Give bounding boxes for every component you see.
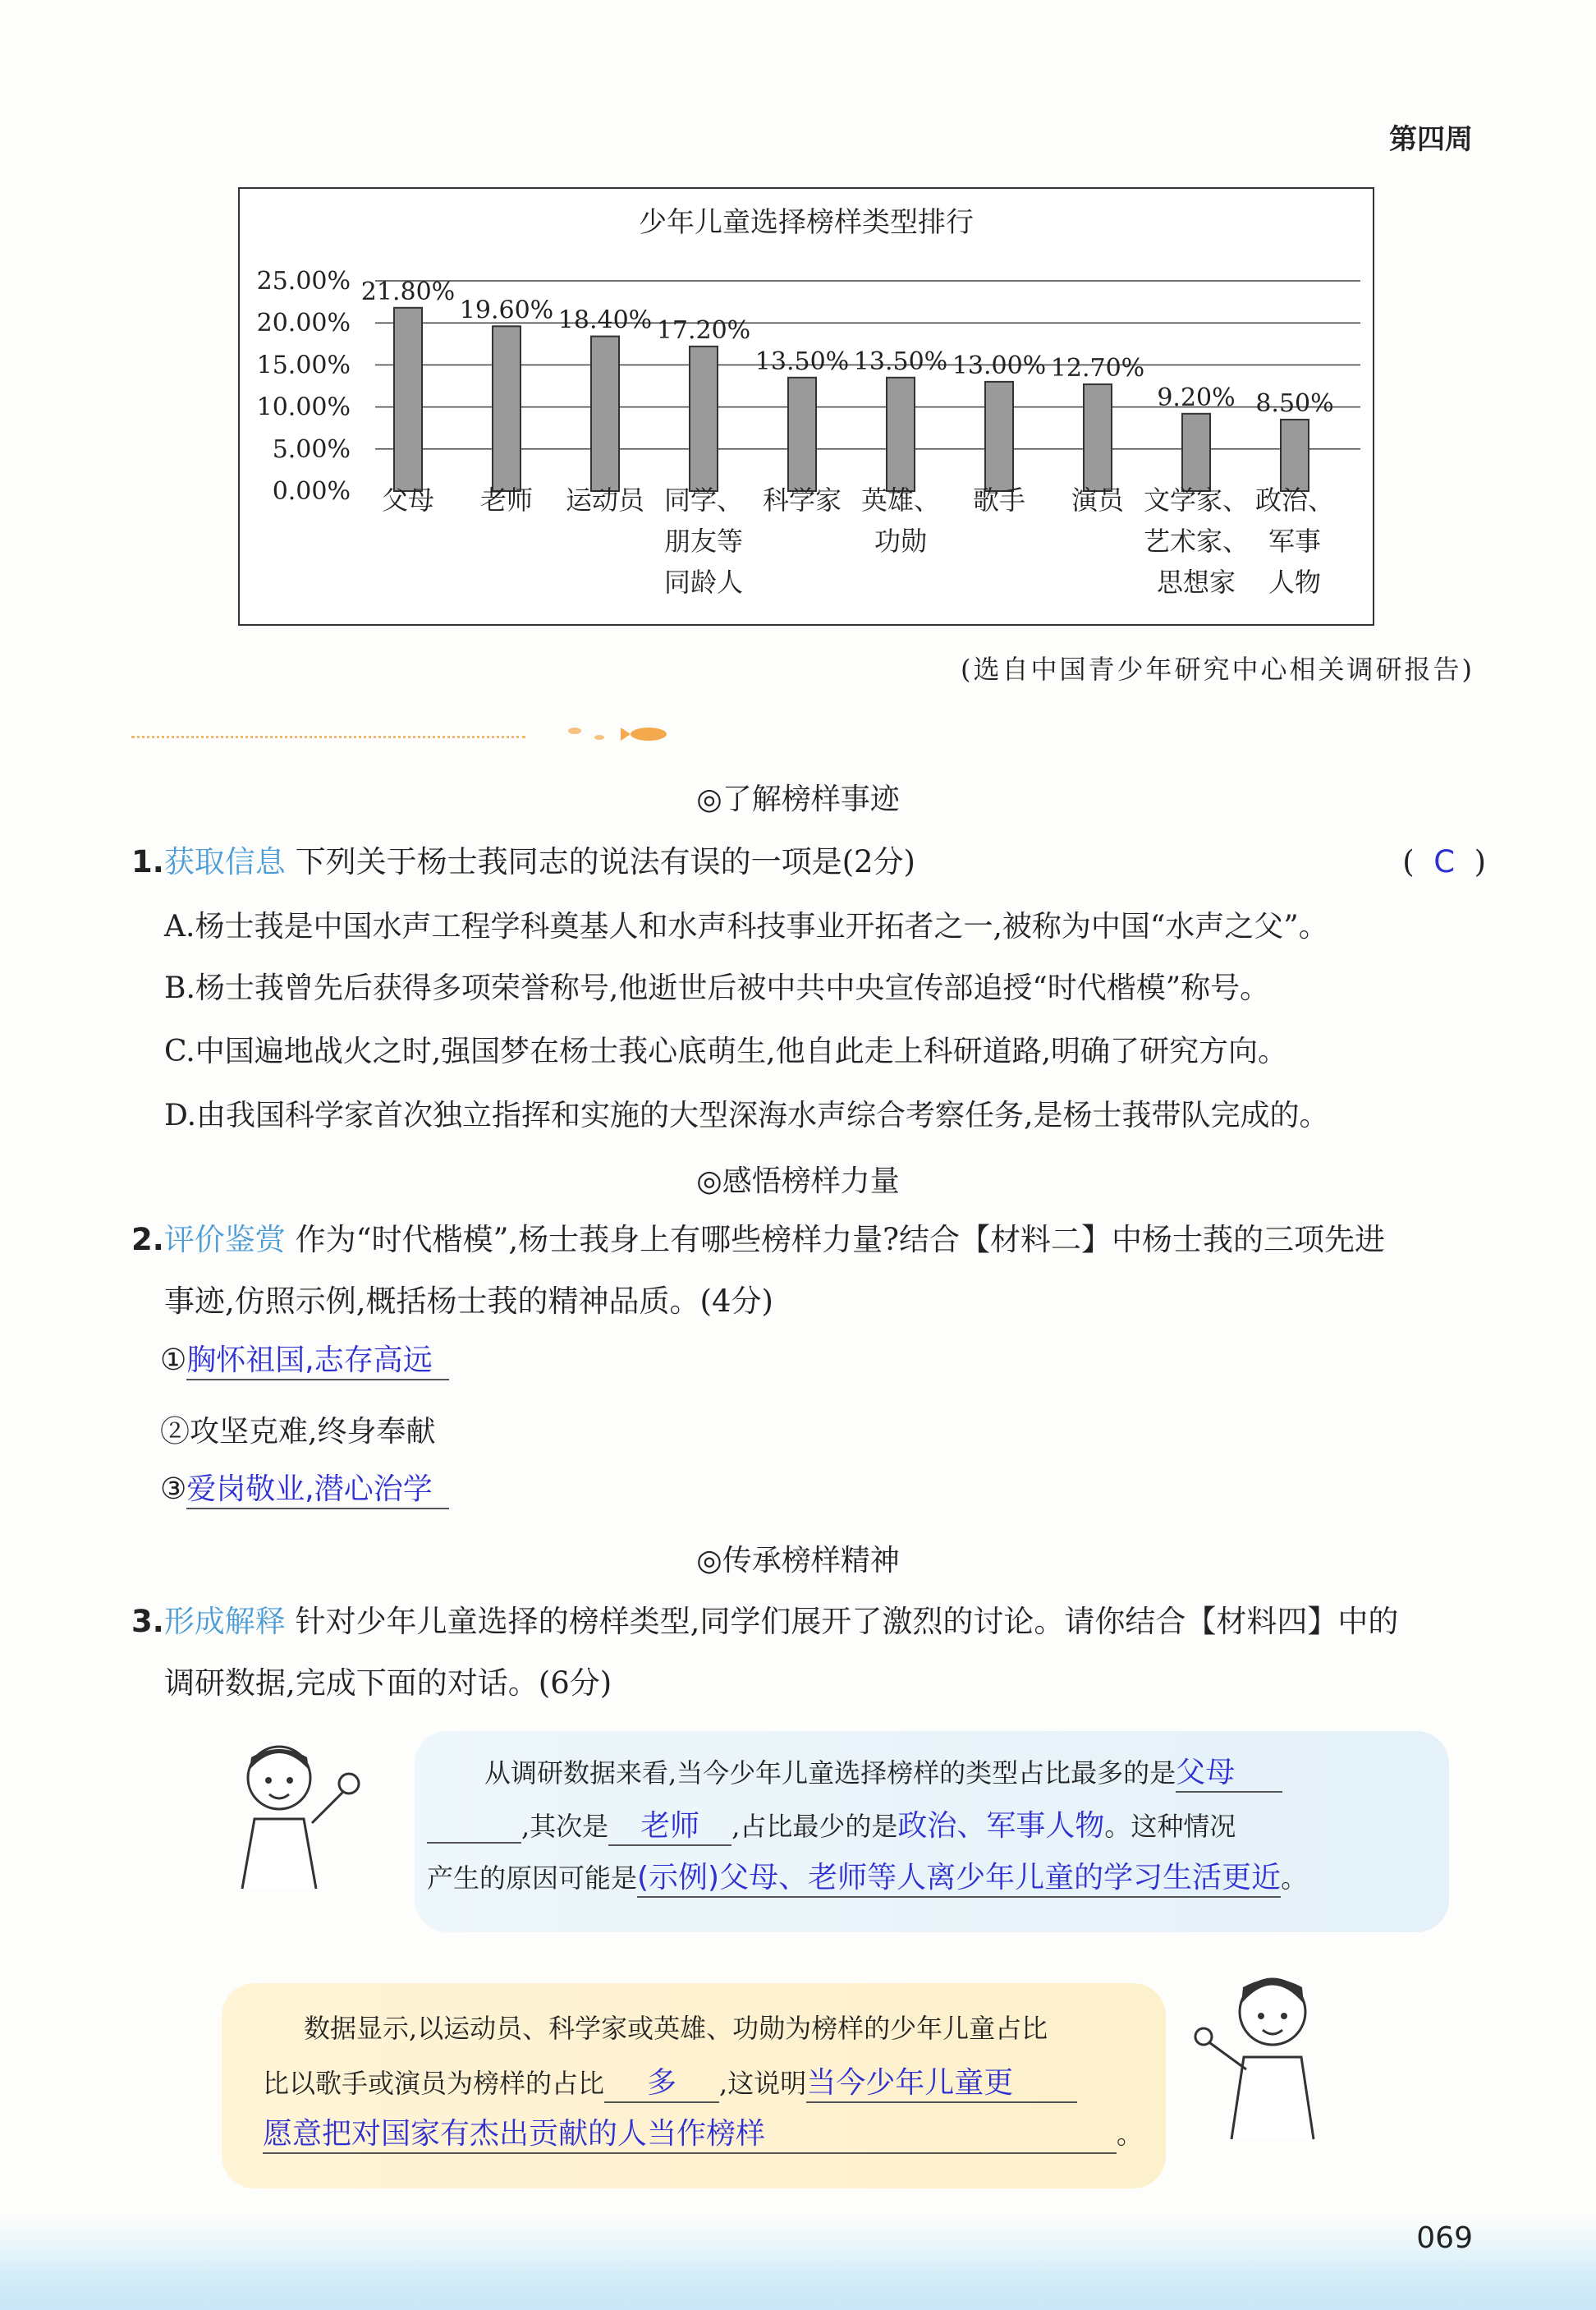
question-2-line2: 事迹,仿照示例,概括杨士莪的精神品质。(4分): [164, 1284, 773, 1319]
bar: [1084, 384, 1112, 491]
dialog2-line1: 数据显示,以运动员、科学家或英雄、功勋为榜样的少年儿童占比: [304, 2013, 1048, 2044]
data-label: 8.50%: [1255, 388, 1334, 418]
answer-item-2: ②攻坚克难,终身奉献: [160, 1415, 436, 1449]
data-label: 9.20%: [1157, 383, 1236, 412]
dialog1-line1: 从调研数据来看,当今少年儿童选择榜样的类型占比最多的是父母: [484, 1749, 1282, 1793]
x-category-label: 老师: [479, 485, 534, 516]
question-number: 1.: [131, 844, 164, 879]
x-category-label: 父母: [381, 485, 435, 516]
x-category-label: 科学家: [762, 485, 842, 516]
bar: [1281, 420, 1309, 491]
question-number: 3.: [131, 1604, 164, 1639]
y-tick-label: 25.00%: [256, 267, 351, 296]
page-number: 069: [1416, 2221, 1473, 2255]
question-number: 2.: [131, 1222, 164, 1257]
bar: [493, 326, 521, 491]
x-category-label: 朋友等: [663, 526, 744, 557]
data-label: 18.40%: [557, 305, 653, 335]
x-category-label: 运动员: [565, 485, 645, 516]
answer-item-3: ③爱岗敬业,潜心治学: [160, 1466, 449, 1509]
x-category-label: 艺术家、: [1143, 526, 1250, 557]
dialog2-line3: 愿意把对国家有杰出贡献的人当作榜样 。: [263, 2110, 1143, 2154]
question-tag: 获取信息: [163, 844, 286, 879]
data-label: 13.00%: [952, 351, 1047, 380]
question-2: [131, 1215, 1486, 1265]
y-tick-label: 0.00%: [272, 477, 351, 506]
question-3: [131, 1597, 1486, 1646]
answer-choice: C: [1433, 844, 1456, 879]
bar: [1182, 414, 1210, 491]
boy-waving-icon: [222, 1733, 386, 1897]
chart-title: 少年儿童选择榜样类型排行: [639, 206, 974, 239]
option-d: D.由我国科学家首次独立指挥和实施的大型深海水声综合考察任务,是杨士莪带队完成的。: [164, 1099, 1329, 1132]
x-category-label: 同龄人: [663, 567, 744, 598]
data-label: 17.20%: [656, 315, 751, 345]
question-text-line1: 针对少年儿童选择的榜样类型,同学们展开了激烈的讨论。请你结合【材料四】中的: [295, 1604, 1399, 1639]
x-category-label: 功勋: [874, 526, 928, 557]
y-tick-label: 5.00%: [272, 434, 351, 464]
option-b: B.杨士莪曾先后获得多项荣誉称号,他逝世后被中共中央宣传部追授“时代楷模”称号。: [164, 971, 1270, 1005]
question-text: 下列关于杨士莪同志的说法有误的一项是(2分): [295, 844, 915, 879]
week-label: 第四周: [1389, 123, 1473, 156]
y-tick-label: 20.00%: [256, 309, 351, 338]
x-category-label: 人物: [1268, 567, 1322, 598]
answer-explanation-2: 愿意把对国家有杰出贡献的人当作榜样: [263, 2110, 1117, 2154]
bar: [985, 382, 1013, 491]
dialog2-line2: 比以歌手或演员为榜样的占比 多 ,这说明当今少年儿童更: [263, 2060, 1077, 2103]
decorative-divider: [131, 736, 525, 738]
question-tag: 形成解释: [163, 1604, 286, 1639]
answer-most: 父母: [1176, 1749, 1282, 1793]
x-category-label: 政治、: [1254, 485, 1335, 516]
data-label: 13.50%: [754, 347, 850, 376]
answer-item-1: ①胸怀祖国,志存高远: [160, 1337, 449, 1380]
bar: [690, 347, 718, 491]
data-label: 12.70%: [1050, 353, 1145, 383]
x-category-label: 英雄、: [860, 485, 941, 516]
y-tick-label: 15.00%: [256, 351, 351, 380]
x-category-label: 歌手: [972, 485, 1026, 516]
answer-least: 政治、军事人物: [897, 1809, 1105, 1843]
x-category-label: 思想家: [1156, 567, 1236, 598]
answer-more: 多: [604, 2060, 719, 2103]
answer-second: 老师: [608, 1803, 732, 1846]
option-a: A.杨士莪是中国水声工程学科奠基人和水声科技事业开拓者之一,被称为中国“水声之父”。: [164, 910, 1328, 944]
x-category-label: 同学、: [663, 485, 744, 516]
answer-explanation-1: 当今少年儿童更: [806, 2060, 1077, 2103]
answer-reason: (示例)父母、老师等人离少年儿童的学习生活更近: [637, 1854, 1281, 1898]
question-text-line1: 作为“时代楷模”,杨士莪身上有哪些榜样力量?结合【材料二】中杨士莪的三项先进: [295, 1222, 1386, 1257]
y-tick-label: 10.00%: [256, 393, 351, 422]
question-tag: 评价鉴赏: [163, 1222, 286, 1257]
bar: [788, 378, 816, 491]
bar: [394, 308, 422, 491]
bar-chart-frame: [238, 187, 1374, 626]
bar-chart: [240, 189, 1373, 624]
section-title-1: ◎了解榜样事迹: [696, 783, 900, 816]
bottom-decoration: [0, 2217, 1596, 2310]
question-3-line2: 调研数据,完成下面的对话。(6分): [164, 1665, 612, 1701]
option-c: C.中国遍地战火之时,强国梦在杨士莪心底萌生,他自此走上科研道路,明确了研究方向。: [164, 1035, 1288, 1068]
question-1: [131, 838, 1486, 887]
dialog1-line2: ,其次是 老师 ,占比最少的是政治、军事人物。这种情况: [427, 1803, 1236, 1846]
x-category-label: 文学家、: [1143, 485, 1250, 516]
bar: [591, 337, 619, 491]
data-label: 19.60%: [459, 296, 554, 325]
bar: [887, 378, 915, 491]
boy-pointing-icon: [1182, 1963, 1346, 2143]
section-title-2: ◎感悟榜样力量: [696, 1164, 900, 1198]
data-label: 13.50%: [853, 347, 948, 376]
x-category-label: 演员: [1071, 485, 1125, 516]
answer-bracket: ( C ): [1402, 844, 1486, 879]
fish-decoration-icon: [542, 721, 673, 746]
chart-source: (选自中国青少年研究中心相关调研报告): [961, 654, 1474, 685]
dialog1-line3: 产生的原因可能是(示例)父母、老师等人离少年儿童的学习生活更近。: [427, 1854, 1307, 1898]
data-label: 21.80%: [360, 277, 456, 306]
section-title-3: ◎传承榜样精神: [696, 1544, 900, 1578]
x-category-label: 军事: [1268, 526, 1322, 557]
